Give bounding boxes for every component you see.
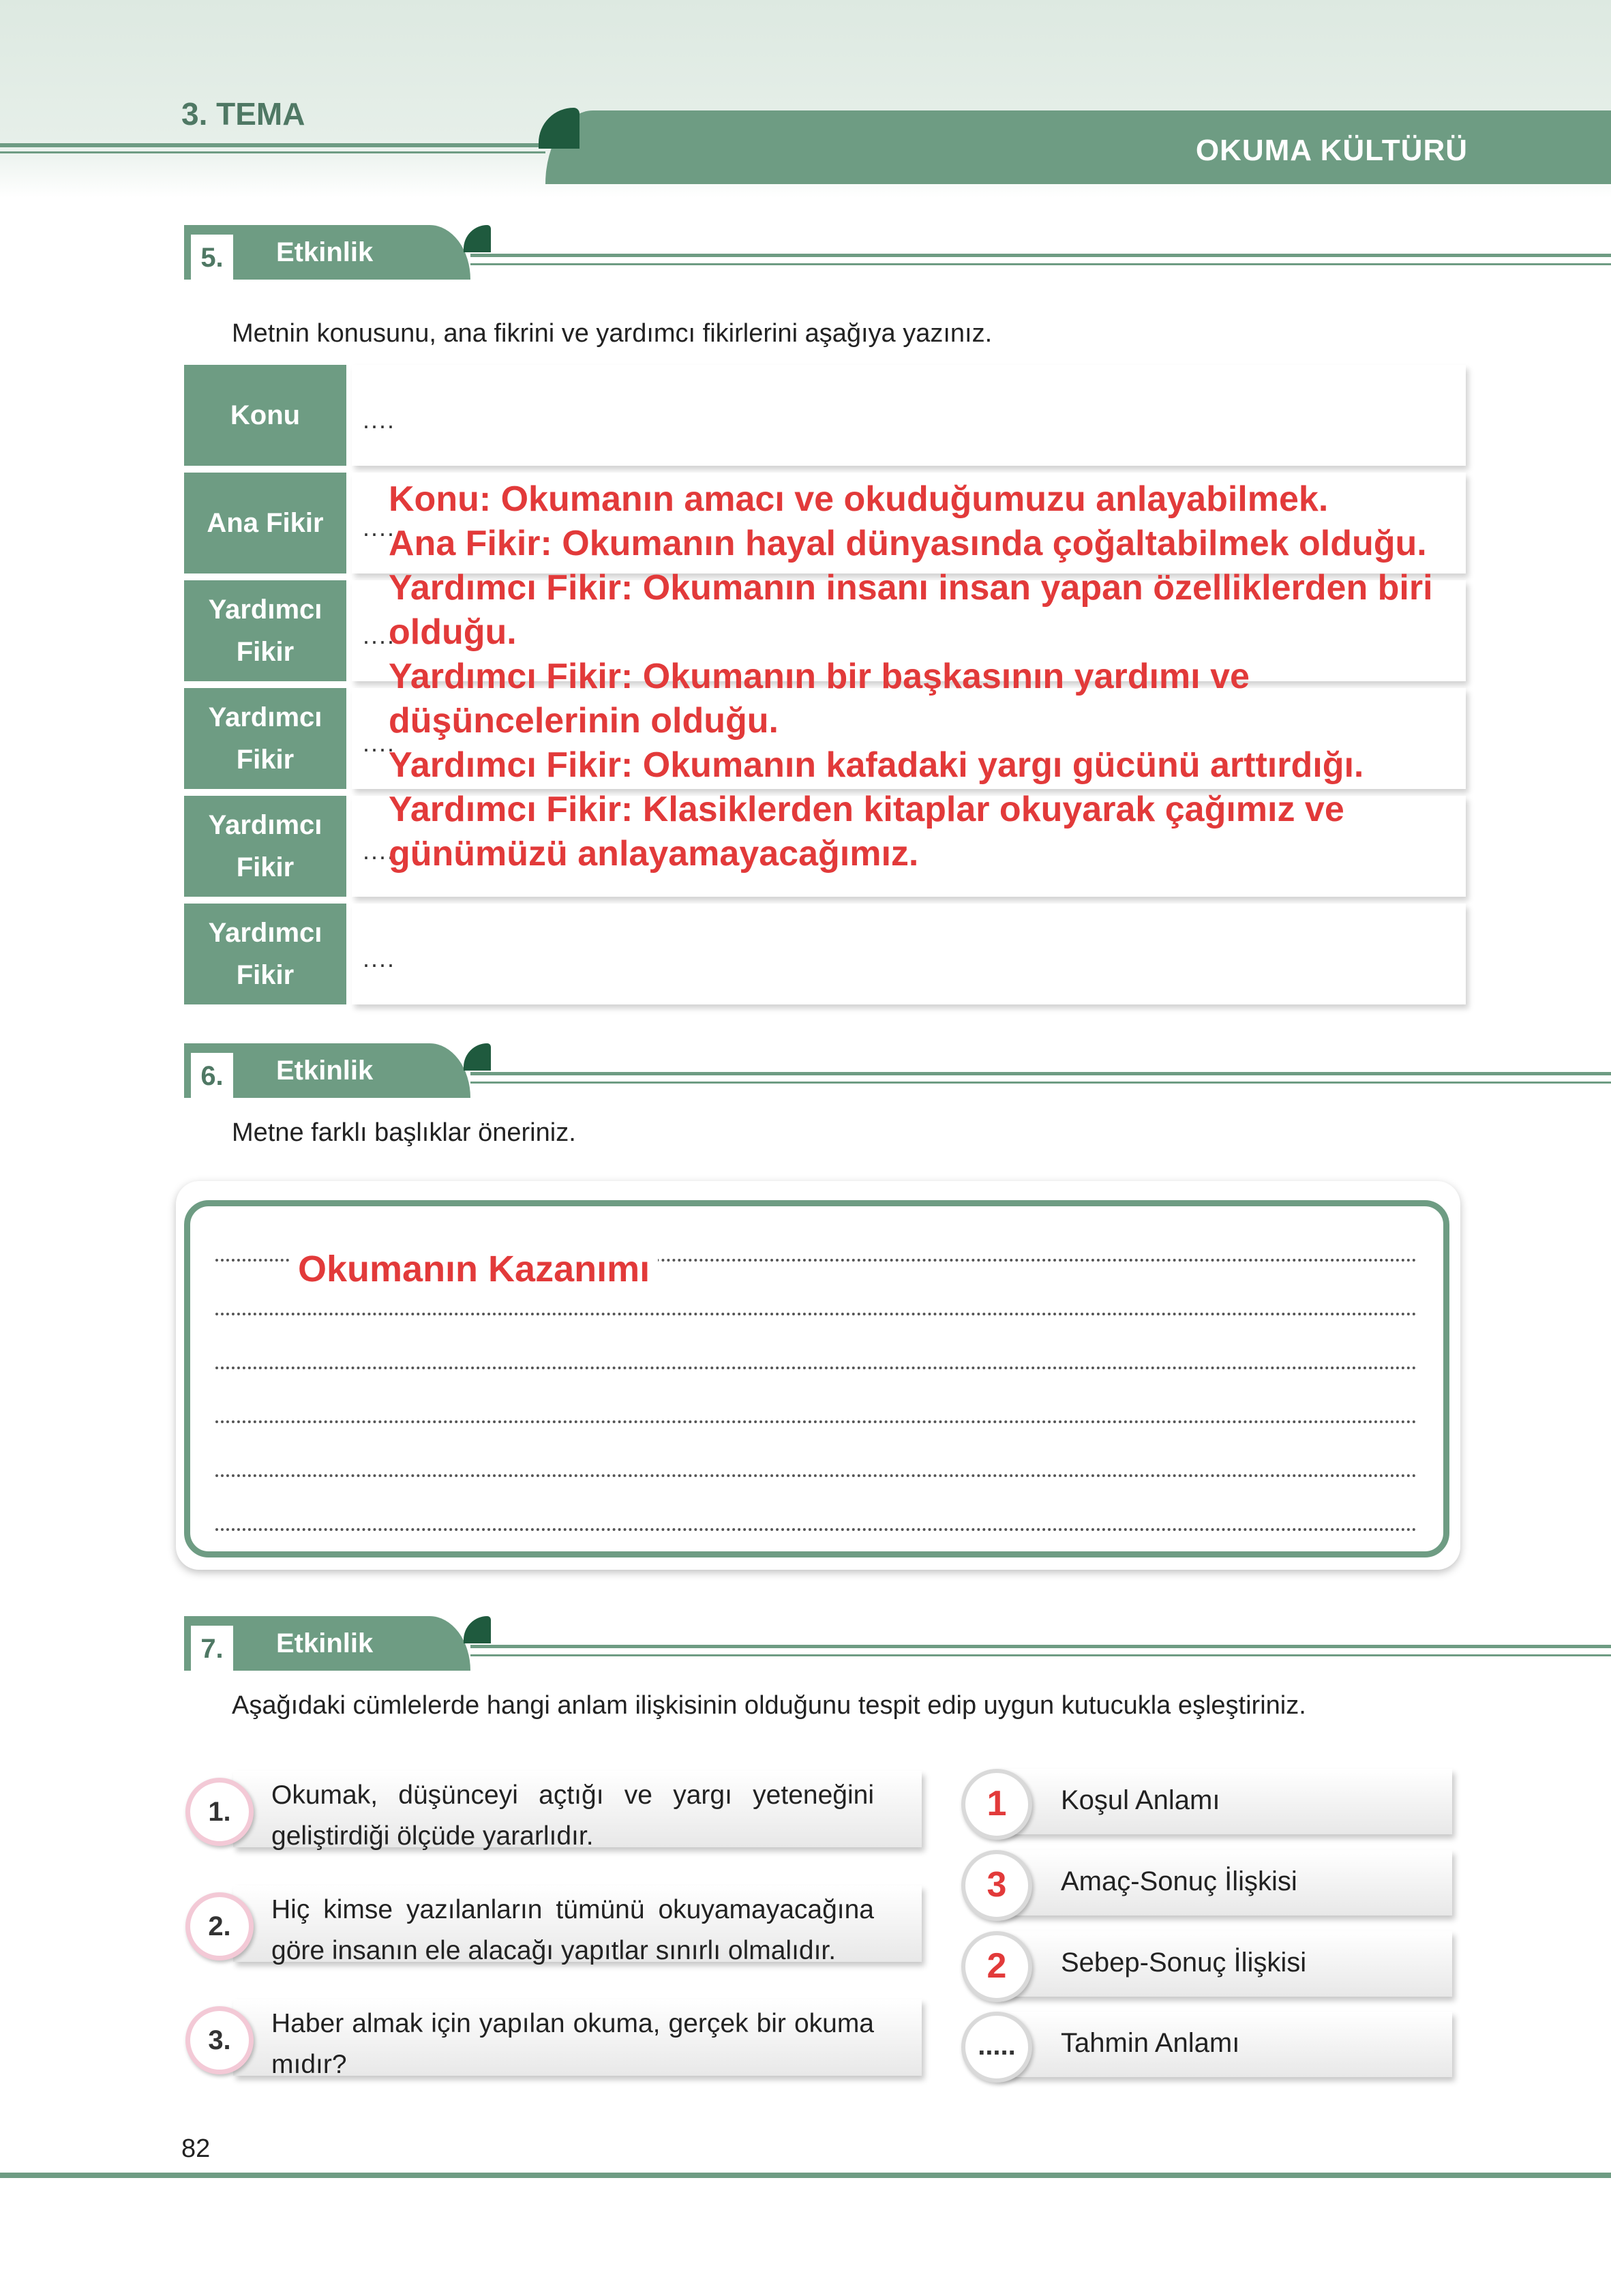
row-label: Ana Fikir (184, 473, 346, 573)
answer-line: Konu: Okumanın amacı ve okuduğumuzu anlayabilmek. (389, 479, 1329, 519)
activity-7-header (184, 1616, 1473, 1678)
match-answer-circle[interactable]: 2 (961, 1931, 1032, 2002)
page-number: 82 (181, 2134, 211, 2163)
activity-5-header (184, 225, 1473, 286)
activity-rule-thin (470, 1654, 1611, 1656)
activity-tab-tip (464, 1043, 491, 1071)
activity-number: 7. (191, 1626, 233, 1672)
writing-line (215, 1528, 1417, 1531)
match-answer-circle[interactable]: 1 (961, 1769, 1032, 1840)
header-divider-thin (0, 151, 545, 153)
option-sebep-sonuc (961, 1931, 1452, 1999)
answer-line: Yardımcı Fikir: Okumanın insanı insan yapan özelliklerden biri olduğu. (389, 568, 1433, 652)
row-dots: .... (363, 837, 396, 865)
row-dots: .... (363, 406, 396, 434)
writing-line (215, 1474, 1417, 1477)
answer-line: Ana Fikir: Okumanın hayal dünyasında çoğaltabilmek olduğu. (389, 524, 1427, 563)
activity-rule (470, 254, 1611, 257)
section-title: OKUMA KÜLTÜRÜ (1195, 134, 1468, 167)
activity-number: 5. (191, 235, 233, 281)
header-divider (0, 143, 545, 147)
row-label: Yardımcı Fikir (184, 688, 346, 789)
option-label: Sebep-Sonuç İlişkisi (1061, 1948, 1307, 1978)
row-label: Yardımcı Fikir (184, 904, 346, 1004)
row-dots: .... (363, 729, 396, 757)
activity-7-instruction: Aşağıdaki cümlelerde hangi anlam ilişkisinin olduğunu tespit edip uygun kutucukla eşleştiriniz. (232, 1691, 1306, 1720)
sentence-1 (185, 1771, 922, 1851)
answer-line: Yardımcı Fikir: Okumanın bir başkasının yardımı ve düşüncelerinin olduğu. (389, 657, 1250, 741)
konu-row (184, 365, 1466, 466)
activity-label: Etkinlik (276, 1056, 374, 1086)
answer-line: Yardımcı Fikir: Klasiklerden kitaplar okuyarak çağımız ve günümüzü anlayamayacağımız. (389, 790, 1344, 874)
sentence-text: Haber almak için yapılan okuma, gerçek bir okuma mıdır? (271, 2009, 874, 2079)
writing-line (215, 1367, 1417, 1369)
row-dots: .... (363, 621, 396, 649)
match-answer-circle[interactable]: 3 (961, 1850, 1032, 1921)
sentence-number: 1. (185, 1778, 254, 1846)
activity-6-header (184, 1043, 1473, 1105)
activity-label: Etkinlik (276, 237, 374, 267)
row-dots: .... (363, 944, 396, 972)
row-label: Konu (184, 365, 346, 466)
answer-cell[interactable] (352, 904, 1466, 1004)
row-label: Yardımcı Fikir (184, 796, 346, 897)
handwritten-answer (389, 477, 1452, 876)
activity-5-instruction: Metnin konusunu, ana fikrini ve yardımcı fikirlerini aşağıya yazınız. (232, 319, 993, 348)
theme-label: 3. TEMA (181, 96, 305, 132)
footer-rule (0, 2173, 1611, 2178)
sentence-text: Okumak, düşünceyi açtığı ve yargı yeteneğini geliştirdiği ölçüde yararlıdır. (271, 1780, 874, 1851)
answer-line: Yardımcı Fikir: Okumanın kafadaki yargı gücünü arttırdığı. (389, 745, 1364, 785)
activity-rule (470, 1645, 1611, 1648)
activity-tab-tip (464, 225, 491, 252)
sentence-text: Hiç kimse yazılanların tümünü okuyamayacağına göre insanın ele alacağı yapıtlar sınırlı olmalıdır. (271, 1895, 874, 1965)
option-label: Tahmin Anlamı (1061, 2028, 1240, 2058)
yardimci-fikir-row-4 (184, 904, 1466, 1004)
writing-line (215, 1313, 1417, 1315)
option-amac-sonuc (961, 1850, 1452, 1918)
option-tahmin (961, 2012, 1452, 2080)
activity-label: Etkinlik (276, 1628, 374, 1658)
answer-cell[interactable] (352, 365, 1466, 466)
activity-rule (470, 1072, 1611, 1075)
option-label: Amaç-Sonuç İlişkisi (1061, 1866, 1297, 1896)
row-dots: .... (363, 513, 396, 541)
row-label: Yardımcı Fikir (184, 580, 346, 681)
title-answer: Okumanın Kazanımı (290, 1248, 658, 1290)
option-label: Koşul Anlamı (1061, 1785, 1220, 1815)
activity-tab-tip (464, 1616, 491, 1643)
sentence-2 (185, 1885, 922, 1965)
writing-line (215, 1420, 1417, 1423)
activity-number: 6. (191, 1053, 233, 1099)
sentence-3 (185, 1999, 922, 2079)
option-kosul (961, 1769, 1452, 1837)
sentence-number: 2. (185, 1892, 254, 1960)
activity-rule-thin (470, 1082, 1611, 1084)
match-answer-circle[interactable]: ..... (961, 2012, 1032, 2083)
sentence-number: 3. (185, 2006, 254, 2074)
activity-6-instruction: Metne farklı başlıklar öneriniz. (232, 1118, 576, 1147)
activity-rule-thin (470, 263, 1611, 265)
